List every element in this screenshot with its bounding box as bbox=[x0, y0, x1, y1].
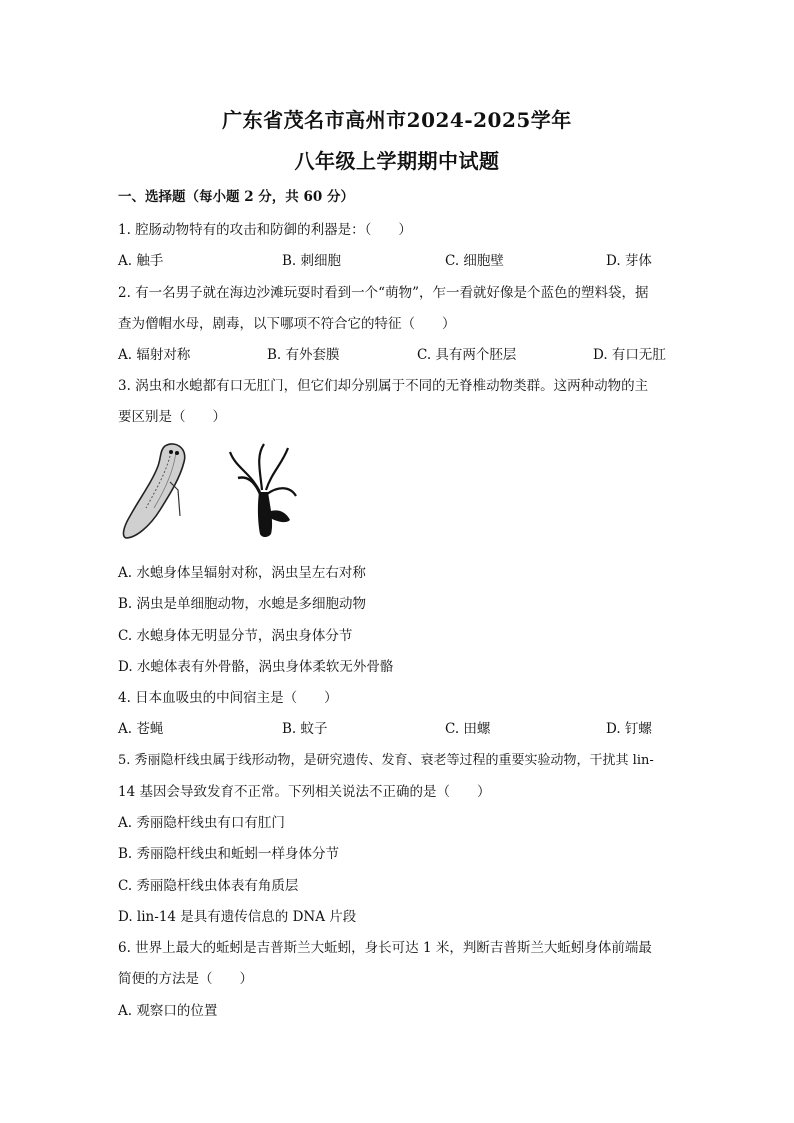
q2-option-a: A. 辐射对称 bbox=[118, 347, 191, 363]
q3-option-c: C. 水螅身体无明显分节，涡虫身体分节 bbox=[118, 628, 353, 644]
planarian-illustration bbox=[123, 444, 184, 538]
question-4-stem: 4. 日本血吸虫的中间宿主是（ ） bbox=[118, 690, 338, 706]
q3-option-d: D. 水螅体表有外骨骼，涡虫身体柔软无外骨骼 bbox=[118, 659, 394, 675]
q2-option-d: D. 有口无肛 bbox=[593, 347, 666, 363]
q3-option-b: B. 涡虫是单细胞动物，水螅是多细胞动物 bbox=[118, 596, 367, 612]
q6-option-a: A. 观察口的位置 bbox=[118, 1003, 218, 1019]
flatworm-hydra-figure bbox=[118, 438, 308, 542]
question-2-stem-line2: 查为僧帽水母，剧毒，以下哪项不符合它的特征（ ） bbox=[118, 316, 456, 332]
q4-option-b: B. 蚊子 bbox=[282, 721, 328, 737]
q4-option-a: A. 苍蝇 bbox=[118, 721, 164, 737]
hydra-illustration bbox=[230, 444, 296, 537]
question-2-stem-line1: 2. 有一名男子就在海边沙滩玩耍时看到一个“萌物”，乍一看就好像是个蓝色的塑料袋，据 bbox=[118, 285, 649, 301]
question-3-stem-line2: 要区别是（ ） bbox=[118, 409, 226, 425]
question-3-stem-line1: 3. 涡虫和水螅都有口无肛门，但它们却分别属于不同的无脊椎动物类群。这两种动物的主 bbox=[118, 378, 649, 394]
q5-option-a: A. 秀丽隐杆线虫有口有肛门 bbox=[118, 815, 285, 831]
q5-option-c: C. 秀丽隐杆线虫体表有角质层 bbox=[118, 878, 299, 894]
q1-option-b: B. 刺细胞 bbox=[282, 253, 342, 269]
exam-title: 广东省茂名市高州市2024-2025学年 bbox=[222, 108, 572, 132]
q3-option-a: A. 水螅身体呈辐射对称，涡虫呈左右对称 bbox=[118, 565, 366, 581]
question-6-stem-line2: 简便的方法是（ ） bbox=[118, 971, 253, 987]
section-heading: 一、选择题（每小题 2 分，共 60 分） bbox=[118, 189, 354, 205]
q1-option-a: A. 触手 bbox=[118, 253, 164, 269]
q4-option-d: D. 钉螺 bbox=[606, 721, 652, 737]
q2-option-b: B. 有外套膜 bbox=[267, 347, 340, 363]
question-1-stem: 1. 腔肠动物特有的攻击和防御的利器是：（ ） bbox=[118, 222, 412, 238]
q1-option-d: D. 芽体 bbox=[606, 253, 652, 269]
question-6-stem-line1: 6. 世界上最大的蚯蚓是吉普斯兰大蚯蚓，身长可达 1 米，判断吉普斯兰大蚯蚓身体前端最 bbox=[118, 940, 652, 956]
q4-option-c: C. 田螺 bbox=[445, 721, 491, 737]
q5-option-d: D. lin-14 是具有遗传信息的 DNA 片段 bbox=[118, 909, 357, 925]
q2-option-c: C. 具有两个胚层 bbox=[417, 347, 517, 363]
question-5-stem-line1: 5. 秀丽隐杆线虫属于线形动物，是研究遗传、发育、衰老等过程的重要实验动物，干扰其 lin- bbox=[118, 753, 654, 768]
q1-option-c: C. 细胞壁 bbox=[445, 253, 504, 269]
question-5-stem-line2: 14 基因会导致发育不正常。下列相关说法不正确的是（ ） bbox=[118, 784, 491, 800]
q5-option-b: B. 秀丽隐杆线虫和蚯蚓一样身体分节 bbox=[118, 846, 340, 862]
exam-subtitle: 八年级上学期期中试题 bbox=[294, 149, 500, 173]
